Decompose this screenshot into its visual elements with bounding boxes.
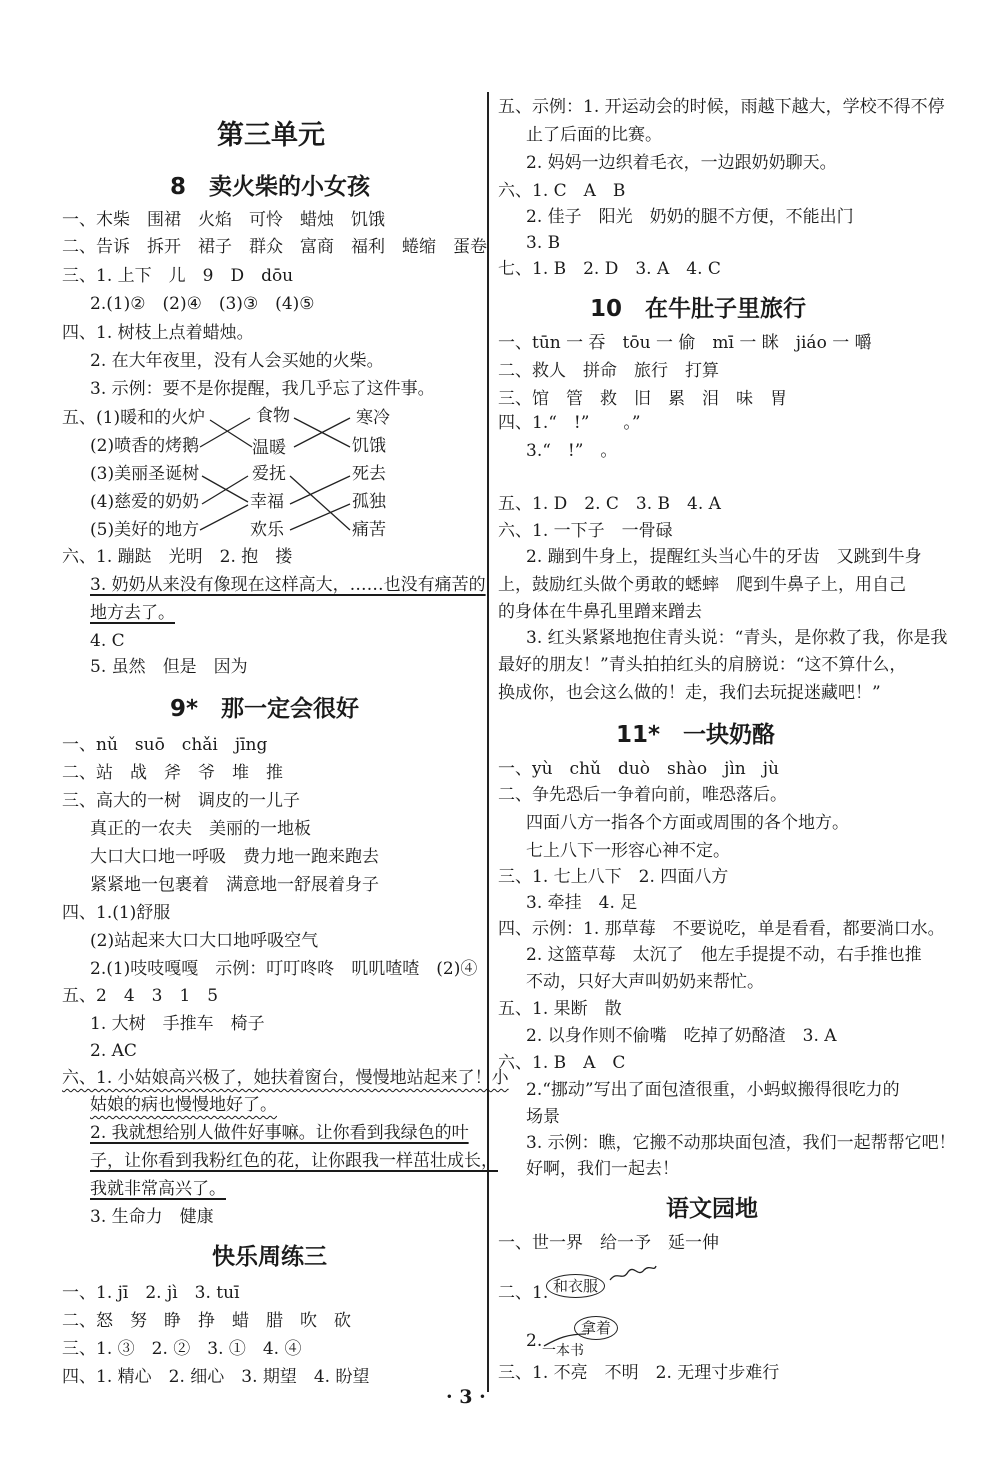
answer-line: 六、1. 一下子 一骨碌 (498, 521, 673, 541)
lesson-10-title: 10 在牛肚子里旅行 (590, 296, 807, 322)
answer-line: 五、2 4 3 1 5 (62, 986, 219, 1006)
answer-line: 六、1. 蹦跶 光明 2. 抱 搂 (62, 547, 293, 567)
answer-line: 2. AC (90, 1041, 137, 1061)
match-mid-item: 幸福 (250, 492, 284, 512)
answer-line: 2. 这篮草莓 太沉了 他左手提提不动，右手推也推 (526, 945, 922, 965)
match-mid-item: 食物 (256, 406, 290, 426)
answer-line: 三、1. 七上八下 2. 四面八方 (498, 867, 729, 887)
answer-line: 三、1. ③ 2. ② 3. ① 4. ④ (62, 1339, 302, 1359)
answer-line: 六、1. 小姑娘高兴极了，她扶着窗台，慢慢地站起来了！小 (62, 1068, 509, 1088)
answer-line: 七、1. B 2. D 3. A 4. C (498, 259, 721, 279)
chinese-garden-title: 语文园地 (666, 1196, 758, 1222)
answer-line: 五、1. 果断 散 (498, 999, 622, 1019)
answer-line: 2. 以身作则不偷嘴 吃掉了奶酪渣 3. A (526, 1026, 837, 1046)
answer-line: 2.(1)② (2)④ (3)③ (4)⑤ (90, 294, 315, 314)
match-mid-item: 爱抚 (252, 464, 286, 484)
answer-line: 六、1. B A C (498, 1053, 626, 1073)
answer-line: 大口大口地一呼吸 费力地一跑来跑去 (90, 847, 379, 867)
answer-line: 3. 红头紧紧地抱住青头说：“青头，是你救了我，你是我 (526, 628, 948, 648)
match-left-item: (2)喷香的烤鹅 (90, 436, 200, 456)
answer-line: 2. 妈妈一边织着毛衣，一边跟奶奶聊天。 (526, 153, 837, 173)
match-left-item: (3)美丽圣诞树 (90, 464, 200, 484)
answer-line: 紧紧地一包裹着 满意地一舒展着身子 (90, 875, 379, 895)
answer-line: 一、1. jī 2. jì 3. tuī (62, 1283, 240, 1303)
match-mid-item: 温暖 (252, 438, 286, 458)
answer-line: 一、nǔ suō chǎi jīng (62, 735, 268, 755)
answer-line: 二、1. (498, 1283, 549, 1303)
lesson-11-title: 11* 一块奶酪 (616, 722, 776, 748)
answer-line: 3.“ !” 。 (526, 441, 618, 461)
match-right-item: 痛苦 (352, 520, 386, 540)
answer-line: 2.“挪动”写出了面包渣很重，小蚂蚁搬得很吃力的 (526, 1080, 900, 1100)
page-number: · 3 · (446, 1386, 486, 1408)
matching-lines (62, 0, 477, 560)
answer-line: 五、示例：1. 开运动会的时候，雨越下越大，学校不得不停 (498, 97, 945, 117)
answer-line: 4. C (90, 631, 125, 651)
answer-line: 3. 牵挂 4. 足 (526, 893, 638, 913)
column-divider (487, 92, 489, 1392)
answer-line: 三、1. 不亮 不明 2. 无理寸步难行 (498, 1363, 780, 1383)
match-right-item: 寒冷 (356, 408, 390, 428)
answer-line: 3. 奶奶从来没有像现在这样高大，……也没有痛苦的 (90, 575, 486, 595)
answer-line: 六、1. C A B (498, 181, 626, 201)
answer-line: 1. 大树 手推车 椅子 (90, 1014, 265, 1034)
answer-line: 四、1. 精心 2. 细心 3. 期望 4. 盼望 (62, 1367, 370, 1387)
annotation-text: 一本书 (542, 1343, 584, 1359)
answer-line: 四面八方一指各个方面或周围的各个地方。 (526, 813, 849, 833)
answer-line: 2. (526, 1331, 543, 1351)
answer-line: 三、馆 管 救 旧 累 泪 味 胃 (498, 389, 787, 409)
answer-line: 一、yù chǔ duò shào jìn jù (498, 759, 779, 779)
answer-line: 四、1.“ !” 。” (498, 413, 641, 433)
answer-line: 2. 佳子 阳光 奶奶的腿不方便，不能出门 (526, 207, 854, 227)
match-right-item: 死去 (352, 464, 386, 484)
answer-line: 三、高大的一树 调皮的一儿子 (62, 791, 300, 811)
match-left-item: (5)美好的地方 (90, 520, 200, 540)
answer-line: 一、木柴 围裙 火焰 可怜 蜡烛 饥饿 (62, 210, 385, 230)
answer-line: 止了后面的比赛。 (526, 125, 662, 145)
answer-line: 二、怒 努 睁 挣 蜡 腊 吹 砍 (62, 1311, 351, 1331)
answer-line: 我就非常高兴了。 (90, 1179, 226, 1199)
answer-line: 3. 示例：要不是你提醒，我几乎忘了这件事。 (90, 379, 435, 399)
answer-line: 的身体在牛鼻孔里蹭来蹭去 (498, 602, 702, 622)
answer-line: 一、tūn 一 吞 tōu 一 偷 mī 一 眯 jiáo 一 嚼 (498, 333, 872, 353)
answer-line: 一、世一界 给一予 延一伸 (498, 1233, 719, 1253)
match-right-item: 孤独 (352, 492, 386, 512)
circled-phrase: 和衣服 (546, 1274, 605, 1298)
answer-line: 四、1. 树枝上点着蜡烛。 (62, 323, 254, 343)
answer-line: 二、站 战 斧 爷 堆 推 (62, 763, 283, 783)
answer-line: 三、1. 上下 儿 9 D dōu (62, 266, 294, 286)
answer-line: 换成你，也会这么做的！走，我们去玩捉迷藏吧！” (498, 683, 881, 703)
answer-line: 场景 (526, 1107, 560, 1127)
weekly-practice-title: 快乐周练三 (212, 1244, 327, 1270)
match-left-item: 五、(1)暖和的火炉 (62, 408, 206, 428)
lesson-9-title: 9* 那一定会很好 (170, 696, 360, 722)
answer-line: 2.(1)吱吱嘎嘎 示例：叮叮咚咚 叽叽喳喳 (2)④ (90, 959, 478, 979)
match-right-item: 饥饿 (352, 436, 386, 456)
answer-line: 二、告诉 拆开 裙子 群众 富商 福利 蜷缩 蛋卷 (62, 237, 487, 257)
answer-line: 3. B (526, 233, 561, 253)
answer-line: 二、救人 拼命 旅行 打算 (498, 361, 719, 381)
answer-line: 不动，只好大声叫奶奶来帮忙。 (526, 972, 764, 992)
answer-line: 3. 生命力 健康 (90, 1207, 214, 1227)
answer-line: 2. 我就想给别人做件好事嘛。让你看到我绿色的叶 (90, 1123, 469, 1143)
answer-line: 四、示例：1. 那草莓 不要说吃，单是看看，都要淌口水。 (498, 919, 945, 939)
answer-line: 真正的一农夫 美丽的一地板 (90, 819, 311, 839)
answer-line: 子，让你看到我粉红色的花，让你跟我一样茁壮成长， (90, 1151, 498, 1171)
answer-line: 七上八下一形容心神不定。 (526, 841, 730, 861)
match-left-item: (4)慈爱的奶奶 (90, 492, 200, 512)
answer-line: 2. 蹦到牛身上，提醒红头当心牛的牙齿 又跳到牛身 (526, 547, 922, 567)
answer-line: 二、争先恐后一争着向前，唯恐落后。 (498, 785, 787, 805)
curl-mark (608, 1262, 658, 1284)
answer-line: 四、1.(1)舒服 (62, 903, 171, 923)
answer-line: 地方去了。 (90, 603, 175, 623)
lesson-8-title: 8 卖火柴的小女孩 (170, 174, 371, 200)
answer-line: 3. 示例：瞧，它搬不动那块面包渣，我们一起帮帮它吧！ (526, 1133, 956, 1153)
match-mid-item: 欢乐 (250, 520, 284, 540)
answer-line: 最好的朋友！”青头拍拍红头的肩膀说：“这不算什么， (498, 655, 907, 675)
answer-line: 2. 在大年夜里，没有人会买她的火柴。 (90, 351, 384, 371)
answer-line: 上，鼓励红头做个勇敢的蟋蟀 爬到牛鼻子上，用自己 (498, 575, 906, 595)
unit-title: 第三单元 (217, 120, 325, 151)
answer-line: 好啊，我们一起去！ (526, 1159, 679, 1179)
answer-line: 五、1. D 2. C 3. B 4. A (498, 494, 721, 514)
answer-line: 姑娘的病也慢慢地好了。 (90, 1095, 277, 1115)
answer-line: (2)站起来大口大口地呼吸空气 (90, 931, 319, 951)
answer-line: 5. 虽然 但是 因为 (90, 657, 248, 677)
circled-phrase: 拿着 (574, 1316, 618, 1340)
